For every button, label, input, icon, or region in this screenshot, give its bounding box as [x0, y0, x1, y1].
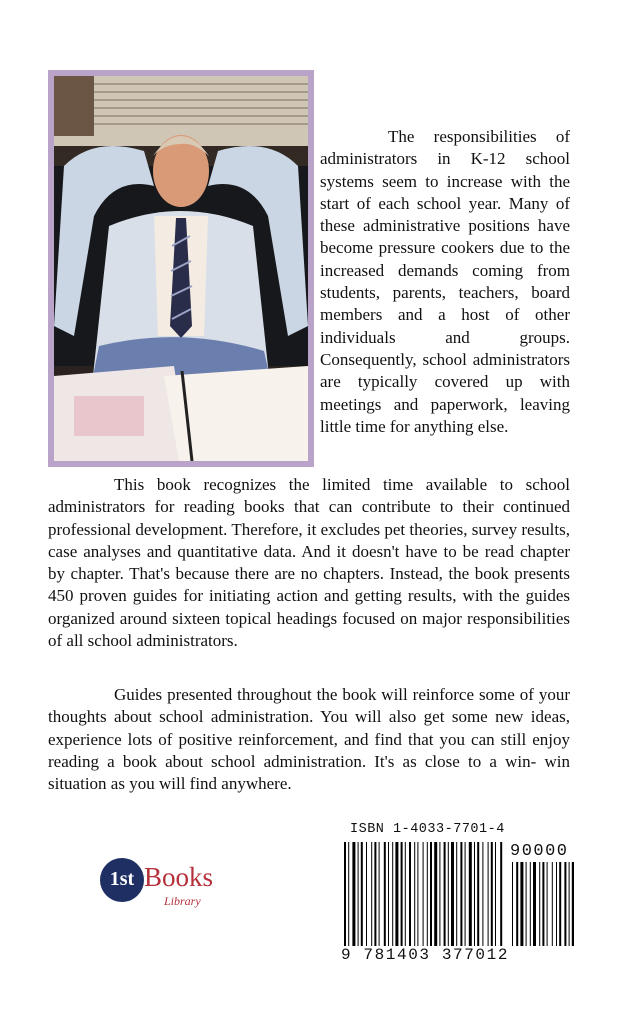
intro-paragraph — [320, 126, 570, 438]
description-paragraph — [48, 474, 570, 652]
publisher-logo — [100, 856, 230, 914]
author-photo — [54, 76, 308, 461]
price-code: 90000 — [510, 842, 569, 861]
closing-paragraph-text: Guides presented throughout the book will reinforce some of your thoughts about school administration. You will also get some new ideas, experience lots of positive reinforcement, and find that you can still enjoy reading a book about school administration. It's as close to a win- win situation as you will find anywhere. — [48, 685, 570, 794]
intro-paragraph-text: The responsibilities of administrators in K-12 school systems seem to increase with the start of each school year. Many of these administrative positions have become pressure cookers due to the increased demands coming from students, parents, teachers, board members and a host of other individuals and groups. Consequently, school administrators are typically covered up with meetings and paperwork, leaving little time for anything else. — [320, 127, 570, 436]
author-photo-frame — [48, 70, 314, 467]
publisher-logo-word: Books — [144, 862, 214, 892]
closing-paragraph — [48, 684, 570, 795]
author-photo-illustration — [54, 76, 308, 461]
publisher-logo-number: 1st — [109, 868, 135, 890]
publisher-logo-circle — [100, 858, 144, 902]
description-paragraph-text: This book recognizes the limited time available to school administrators for reading books that can contribute to their continued professional development. Therefore, it excludes pet theories, survey results, case analyses and quantitative data. And it doesn't have to be read chapter by chapter. That's because there are no chapters. Instead, the book presents 450 proven guides for initiating action and getting results, with the guides organized around sixteen topical headings focused on major responsibilities of all school administrators. — [48, 475, 570, 651]
isbn-label: ISBN 1-4033-7701-4 — [350, 822, 505, 837]
publisher-logo-sub: Library — [164, 894, 201, 908]
ean-digits: 9 781403 377012 — [341, 946, 510, 964]
